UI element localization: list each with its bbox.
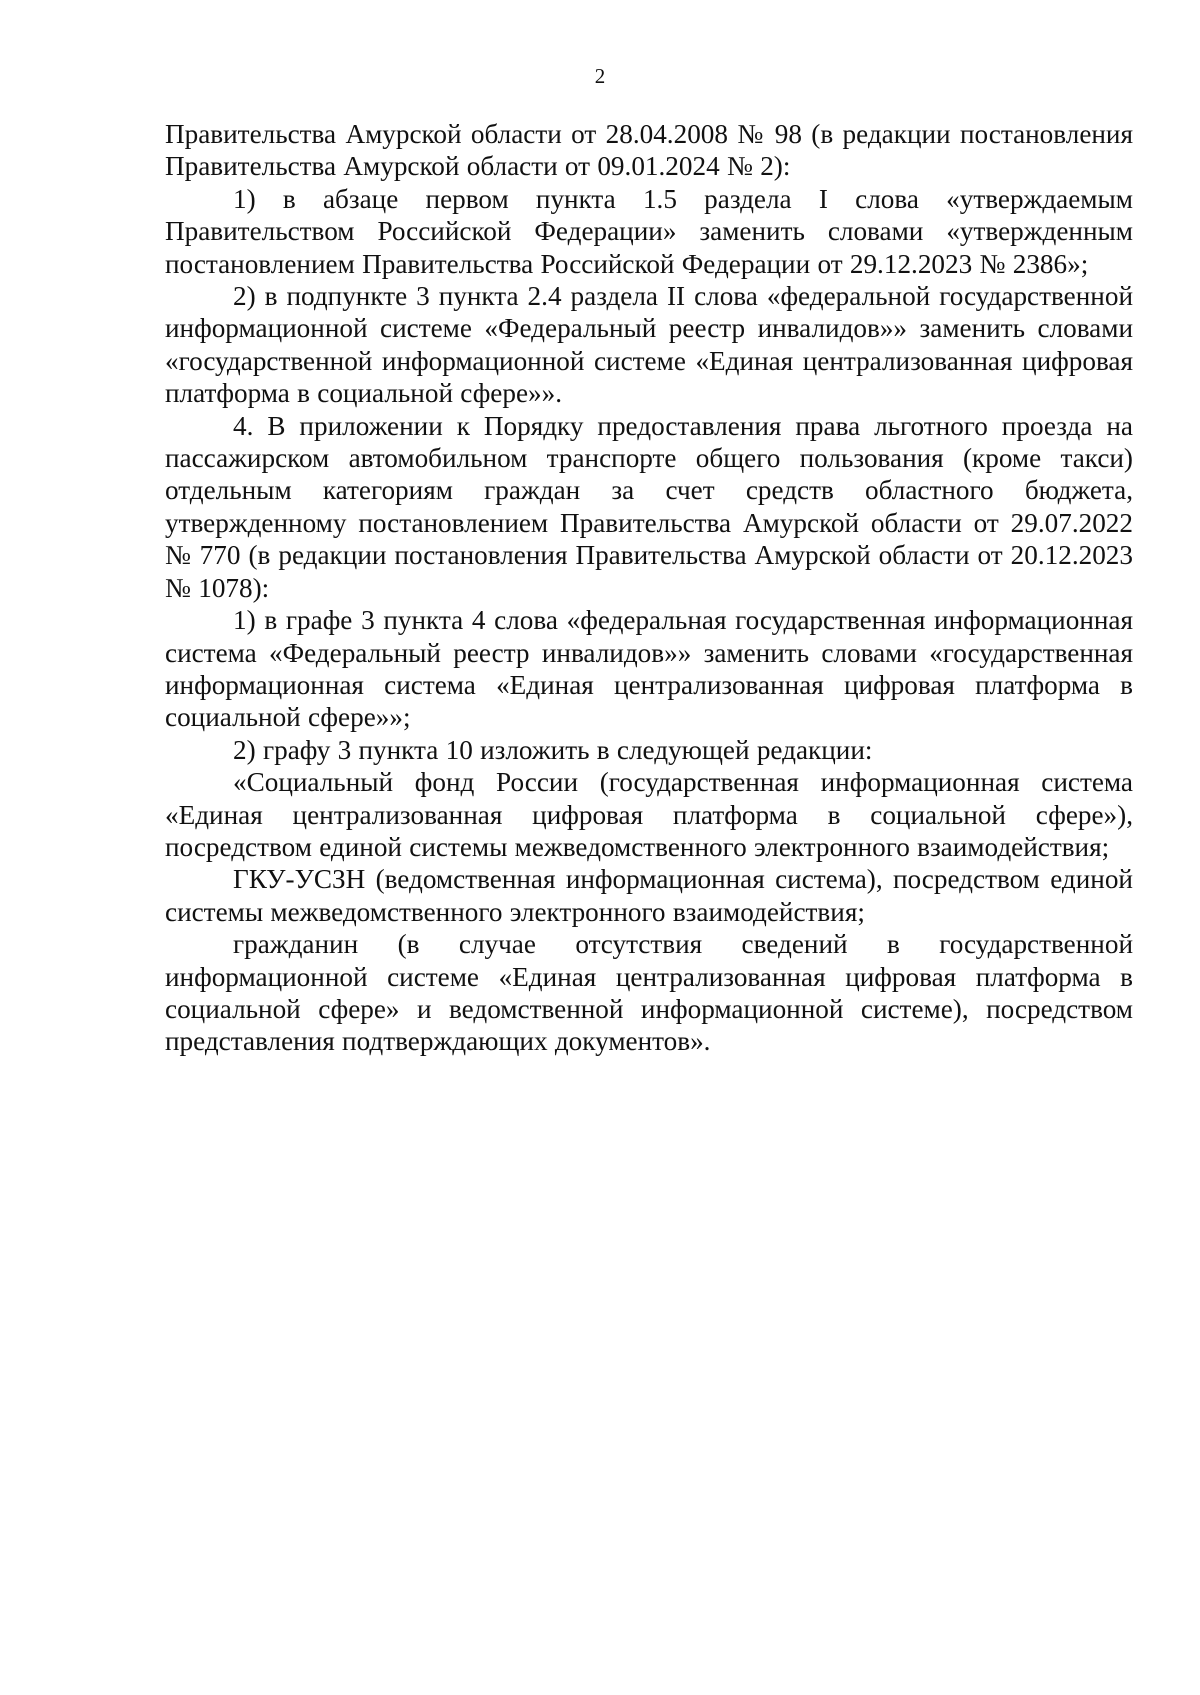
document-body [165,118,1133,1058]
paragraph-section-4-item-1: 1) в графе 3 пункта 4 слова «федеральная государственная информационная система «Федеральный реестр инвалидов»» заменить словами «государственная информационная система «Единая централизованная цифровая платформа в социальной сфере»»; [165,605,1133,733]
paragraph-quote-social-fund: «Социальный фонд России (государственная информационная система «Единая централизованная цифровая платформа в социальной сфере»), посредством единой системы межведомственного электронного взаимодействия; [165,767,1133,862]
paragraph-section-4-item-2: 2) графу 3 пункта 10 изложить в следующей редакции: [233,734,873,765]
paragraph-quote-citizen: гражданин (в случае отсутствия сведений в государственной информационной системе «Единая централизованная цифровая платформа в социальной сфере» и ведомственной информационной системе), посредством представления подтверждающих документов». [165,929,1133,1057]
paragraph-continuation: Правительства Амурской области от 28.04.2008 № 98 (в редакции постановления Правительства Амурской области от 09.01.2024 № 2): [165,119,1133,182]
paragraph-section-4: 4. В приложении к Порядку предоставления права льготного проезда на пассажирском автомобильном транспорте общего пользования (кроме такси) отдельным категориям граждан за счет средств областного бюджета, утвержденному постановлением Правительства Амурской области от 29.07.2022 № 770 (в редакции постановления Правительства Амурской области от 20.12.2023 № 1078): [165,410,1133,603]
paragraph-item-1: 1) в абзаце первом пункта 1.5 раздела I слова «утверждаемым Правительством Российской Федерации» заменить словами «утвержденным постановлением Правительства Российской Федерации от 29.12.2023 № 2386»; [165,183,1133,279]
page-number: 2 [594,64,606,88]
paragraph-quote-gku-uszn: ГКУ-УСЗН (ведомственная информационная система), посредством единой системы межведомственного электронного взаимодействия; [165,864,1133,927]
paragraph-item-2: 2) в подпункте 3 пункта 2.4 раздела II слова «федеральной государственной информационной системе «Федеральный реестр инвалидов»» заменить словами «государственной информационной системе «Единая централизованная цифровая платформа в социальной сфере»». [165,281,1133,409]
